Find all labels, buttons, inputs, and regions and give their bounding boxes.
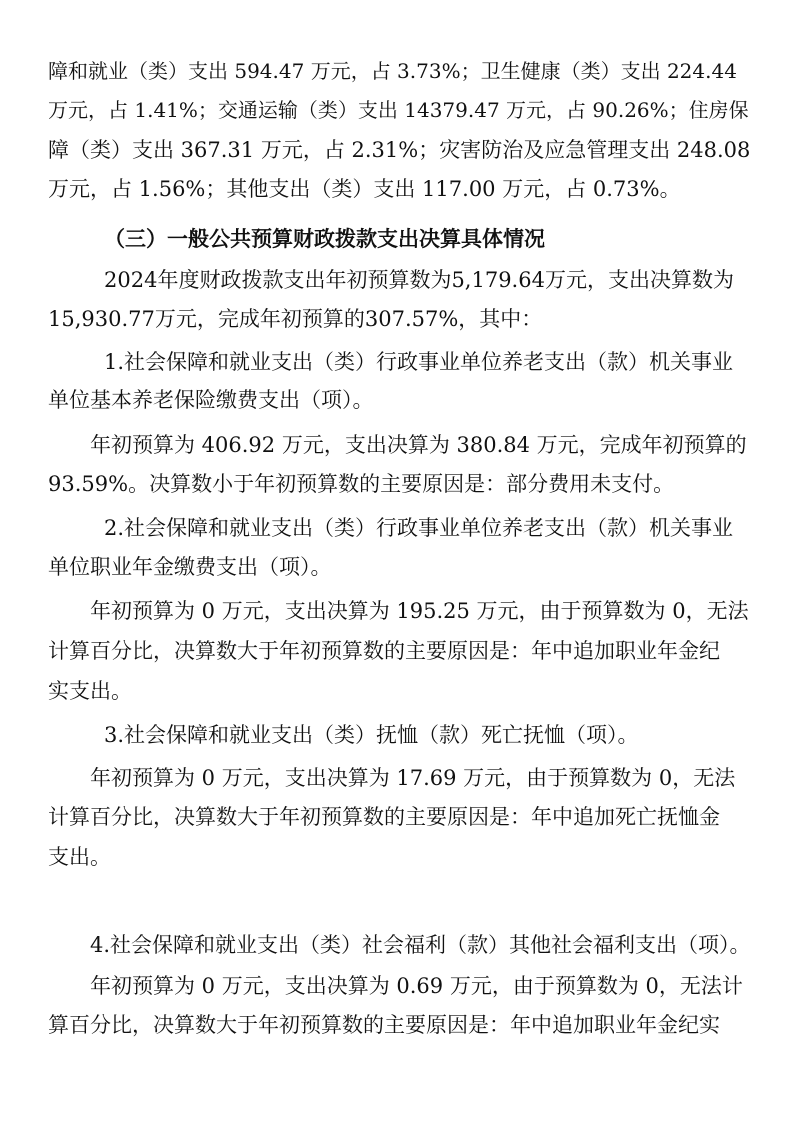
paragraph-line: 实支出。 [48, 679, 132, 703]
paragraph-line: 年初预算为 406.92 万元，支出决算为 380.84 万元，完成年初预算的 [90, 433, 747, 457]
paragraph-line: 年初预算为 0 万元，支出决算为 17.69 万元，由于预算数为 0，无法 [90, 766, 736, 790]
paragraph-line: 年初预算为 0 万元，支出决算为 0.69 万元，由于预算数为 0，无法计 [90, 974, 743, 998]
section-heading: （三）一般公共预算财政拨款支出决算具体情况 [104, 226, 545, 251]
paragraph-line: 93.59%。决算数小于年初预算数的主要原因是：部分费用未支付。 [48, 472, 675, 496]
item-heading-line: 2.社会保障和就业支出（类）行政事业单位养老支出（款）机关事业 [104, 516, 734, 540]
paragraph-line: 计算百分比，决算数大于年初预算数的主要原因是：年中追加职业年金纪 [48, 639, 720, 663]
paragraph-line: 算百分比，决算数大于年初预算数的主要原因是：年中追加职业年金纪实 [48, 1013, 720, 1037]
item-heading-line: 4.社会保障和就业支出（类）社会福利（款）其他社会福利支出（项）。 [90, 933, 751, 957]
paragraph-line: 2024年度财政拨款支出年初预算数为5,179.64万元，支出决算数为 [104, 268, 734, 292]
paragraph-line: 万元，占 1.56%；其他支出（类）支出 117.00 万元，占 0.73%。 [48, 177, 681, 201]
paragraph-line: 15,930.77万元，完成年初预算的307.57%，其中： [48, 307, 543, 331]
item-heading-line: 单位基本养老保险缴费支出（项）。 [48, 388, 374, 412]
paragraph-line: 年初预算为 0 万元，支出决算为 195.25 万元，由于预算数为 0，无法 [90, 599, 749, 623]
item-heading-line: 单位职业年金缴费支出（项）。 [48, 555, 332, 579]
paragraph-line: 障和就业（类）支出 594.47 万元，占 3.73%；卫生健康（类）支出 224.44 [48, 59, 737, 83]
paragraph-line: 支出。 [48, 845, 111, 869]
paragraph-line: 万元，占 1.41%；交通运输（类）支出 14379.47 万元，占 90.26%；住房保 [48, 98, 749, 122]
paragraph-line: 障（类）支出 367.31 万元，占 2.31%；灾害防治及应急管理支出 248.08 [48, 138, 751, 162]
paragraph-line: 计算百分比，决算数大于年初预算数的主要原因是：年中追加死亡抚恤金 [48, 805, 720, 829]
item-heading-line: 3.社会保障和就业支出（类）抚恤（款）死亡抚恤（项）。 [104, 723, 639, 747]
item-heading-line: 1.社会保障和就业支出（类）行政事业单位养老支出（款）机关事业 [104, 350, 734, 374]
